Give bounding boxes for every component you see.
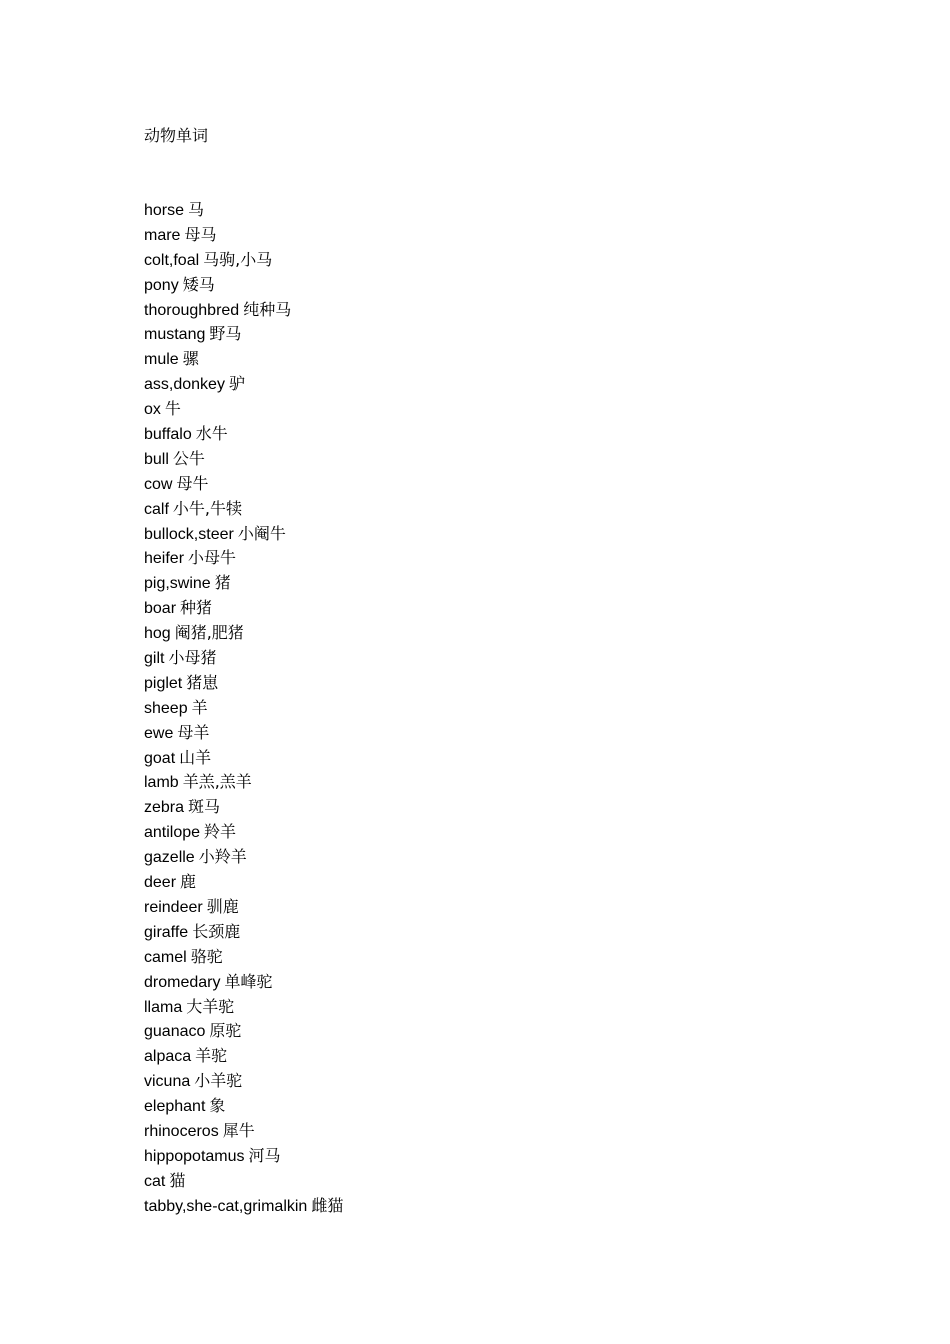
vocabulary-entry <box>144 422 343 447</box>
vocabulary-entry <box>144 571 343 596</box>
vocabulary-entry <box>144 447 343 472</box>
vocabulary-entry <box>144 1119 343 1144</box>
vocabulary-entry <box>144 223 343 248</box>
chinese-translation: 小羚羊 <box>198 847 247 867</box>
english-word: pig,swine <box>144 575 211 593</box>
chinese-translation: 原驼 <box>209 1021 242 1041</box>
vocabulary-entry <box>144 273 343 298</box>
chinese-translation: 长颈鹿 <box>192 921 241 941</box>
chinese-translation: 牛 <box>164 399 181 419</box>
vocabulary-entry <box>144 895 343 920</box>
chinese-translation: 公牛 <box>172 448 205 468</box>
vocabulary-entry <box>144 1069 343 1094</box>
english-word: zebra <box>144 799 185 817</box>
chinese-translation: 马驹,小马 <box>203 249 273 269</box>
english-word: pony <box>144 276 179 294</box>
english-word: mare <box>144 226 181 244</box>
chinese-translation: 小牛,牛犊 <box>172 498 242 518</box>
english-word: rhinoceros <box>144 1122 219 1140</box>
chinese-translation: 矮马 <box>182 274 215 294</box>
english-word: lamb <box>144 774 179 792</box>
vocabulary-entry <box>144 995 343 1020</box>
english-word: bullock,steer <box>144 525 234 543</box>
chinese-translation: 单峰驼 <box>224 971 273 991</box>
english-word: hog <box>144 625 171 643</box>
english-word: llama <box>144 998 183 1016</box>
vocabulary-entry <box>144 870 343 895</box>
english-word: alpaca <box>144 1048 192 1066</box>
chinese-translation: 驴 <box>228 374 245 394</box>
english-word: elephant <box>144 1098 206 1116</box>
english-word: mule <box>144 351 179 369</box>
chinese-translation: 雌猫 <box>311 1195 344 1215</box>
chinese-translation: 种猪 <box>180 598 213 618</box>
english-word: ewe <box>144 724 174 742</box>
english-word: ass,donkey <box>144 376 225 394</box>
english-word: calf <box>144 500 169 518</box>
chinese-translation: 象 <box>209 1096 226 1116</box>
english-word: goat <box>144 749 176 767</box>
vocabulary-entry <box>144 322 343 347</box>
chinese-translation: 羊驼 <box>195 1046 228 1066</box>
vocabulary-entry <box>144 746 343 771</box>
chinese-translation: 阉猪,肥猪 <box>174 623 244 643</box>
vocabulary-entry <box>144 945 343 970</box>
vocabulary-entry <box>144 397 343 422</box>
english-word: heifer <box>144 550 185 568</box>
chinese-translation: 猪 <box>214 573 231 593</box>
chinese-translation: 猪崽 <box>186 672 219 692</box>
vocabulary-entry <box>144 1144 343 1169</box>
english-word: camel <box>144 948 187 966</box>
chinese-translation: 小母牛 <box>188 548 237 568</box>
vocabulary-entry <box>144 472 343 497</box>
vocabulary-entry <box>144 1019 343 1044</box>
chinese-translation: 羊 <box>191 697 208 717</box>
vocabulary-entry <box>144 596 343 621</box>
vocabulary-entry <box>144 646 343 671</box>
vocabulary-entry <box>144 621 343 646</box>
english-word: horse <box>144 202 185 219</box>
vocabulary-entry <box>144 497 343 522</box>
vocabulary-entry <box>144 298 343 323</box>
chinese-translation: 斑马 <box>188 797 221 817</box>
chinese-translation: 马 <box>188 200 205 219</box>
vocabulary-entry <box>144 770 343 795</box>
chinese-translation: 骆驼 <box>190 946 223 966</box>
vocabulary-entry <box>144 546 343 571</box>
vocabulary-entry <box>144 671 343 696</box>
vocabulary-entry <box>144 696 343 721</box>
english-word: cow <box>144 475 173 493</box>
english-word: cat <box>144 1172 166 1190</box>
chinese-translation: 纯种马 <box>243 299 292 319</box>
chinese-translation: 猫 <box>169 1170 186 1190</box>
chinese-translation: 大羊驼 <box>186 996 235 1016</box>
vocabulary-entry <box>144 795 343 820</box>
english-word: giraffe <box>144 923 189 941</box>
english-word: tabby,she-cat,grimalkin <box>144 1197 308 1215</box>
vocabulary-entry <box>144 970 343 995</box>
english-word: bull <box>144 450 169 468</box>
chinese-translation: 羊羔,羔羊 <box>182 772 252 792</box>
english-word: ox <box>144 401 161 419</box>
english-word: mustang <box>144 326 206 344</box>
english-word: thoroughbred <box>144 301 240 319</box>
vocabulary-entry <box>144 1044 343 1069</box>
chinese-translation: 母牛 <box>176 473 209 493</box>
english-word: dromedary <box>144 973 221 991</box>
vocabulary-entry <box>144 372 343 397</box>
document-title: 动物单词 <box>144 126 209 145</box>
english-word: gilt <box>144 650 165 668</box>
english-word: vicuna <box>144 1073 191 1091</box>
vocabulary-entry <box>144 721 343 746</box>
chinese-translation: 犀牛 <box>222 1120 255 1140</box>
vocabulary-entry <box>144 820 343 845</box>
vocabulary-entry <box>144 198 343 223</box>
chinese-translation: 山羊 <box>179 747 212 767</box>
vocabulary-entry <box>144 522 343 547</box>
chinese-translation: 羚羊 <box>204 822 237 842</box>
english-word: antilope <box>144 824 201 842</box>
english-word: buffalo <box>144 426 192 444</box>
chinese-translation: 驯鹿 <box>206 896 239 916</box>
chinese-translation: 野马 <box>209 324 242 344</box>
english-word: gazelle <box>144 849 195 867</box>
english-word: reindeer <box>144 898 203 916</box>
chinese-translation: 水牛 <box>195 424 228 444</box>
chinese-translation: 鹿 <box>180 872 197 892</box>
chinese-translation: 河马 <box>248 1145 281 1165</box>
english-word: piglet <box>144 674 183 692</box>
english-word: deer <box>144 874 177 892</box>
english-word: hippopotamus <box>144 1147 245 1165</box>
chinese-translation: 骡 <box>182 349 199 369</box>
vocabulary-entry <box>144 248 343 273</box>
vocabulary-entry <box>144 1169 343 1194</box>
english-word: guanaco <box>144 1023 206 1041</box>
chinese-translation: 小阉牛 <box>237 523 286 543</box>
english-word: sheep <box>144 699 188 717</box>
chinese-translation: 小羊驼 <box>194 1071 243 1091</box>
vocabulary-list <box>144 198 343 1219</box>
english-word: boar <box>144 600 177 618</box>
chinese-translation: 母马 <box>184 224 217 244</box>
vocabulary-entry <box>144 920 343 945</box>
vocabulary-entry <box>144 347 343 372</box>
vocabulary-entry <box>144 1094 343 1119</box>
chinese-translation: 小母猪 <box>168 648 217 668</box>
vocabulary-entry <box>144 1194 343 1219</box>
english-word: colt,foal <box>144 251 200 269</box>
chinese-translation: 母羊 <box>177 722 210 742</box>
vocabulary-entry <box>144 845 343 870</box>
